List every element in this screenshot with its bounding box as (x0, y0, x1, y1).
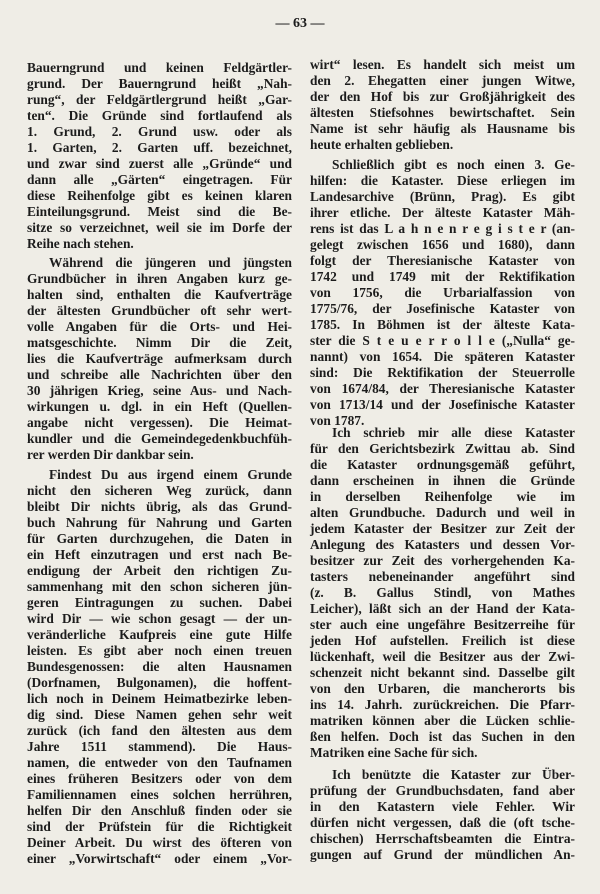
text-line: und zwar sind zuerst alle „Gründe“ und (27, 156, 292, 171)
text-line: Reihe nach stehen. (27, 236, 134, 251)
text-line: eines früheren Besitzers oder von dem (27, 771, 292, 786)
text-line: dann alle „Gärten“ eingetragen. Für (27, 172, 292, 187)
text-line: einer „Vorwirtschaft“ oder einem „Vor- (27, 851, 292, 866)
text-line: Leicher), läßt sich an der Hand der Kata- (310, 601, 575, 616)
text-line: 1. Garten, 2. Garten uff. bezeichnet, (27, 140, 292, 155)
text-line: Ich benützte die Kataster zur Über- (332, 767, 575, 782)
text-line: leisten. Es gibt aber noch einen treuen (27, 643, 292, 658)
text-line: lies die Kaufverträge aufmerksam durch (27, 351, 292, 366)
text-line: grund. Der Bauerngrund heißt „Nah- (27, 76, 292, 91)
text-line: Anlegung des Katasters und dessen Vor- (310, 537, 575, 552)
text-line: ältesten Stiefsohnes bewirtschaftet. Sein (310, 105, 575, 120)
text-line: für Garten durchzugehen, die Daten in (27, 531, 292, 546)
text-line: Name ist sehr häufig als Hausname bis (310, 121, 575, 136)
text-line: 1785. In Böhmen ist der älteste Kata- (310, 317, 575, 332)
text-line: chischen) Herrschaftsbeamten die Eintra- (310, 831, 575, 846)
text-line: wirkungen u. dgl. in ein Heft (Quellen- (27, 399, 292, 414)
text-line: Ich schrieb mir alle diese Kataster (332, 425, 575, 440)
text-line: Deiner Arbeit. Du wirst des öfteren von (27, 835, 292, 850)
text-line: Einteilungsgrund. Meist sind die Be- (27, 204, 292, 219)
text-line: prüfung der Grundbuchsdaten, fand aber (310, 783, 575, 798)
text-line: lich noch in Deinem Heimatbezirke leben- (27, 691, 292, 706)
text-line: für den Gerichtsbezirk Zwittau ab. Sind (310, 441, 575, 456)
paragraph (310, 157, 575, 429)
text-line: ster die S t e u e r r o l l e („Nulla“ ge- (310, 333, 575, 348)
text-line: dig sind. Diese Namen gehen sehr weit (27, 707, 292, 722)
text-line: heute erhalten geblieben. (310, 137, 454, 152)
text-line: Bauerngrund und keinen Feldgärtler- (27, 60, 292, 75)
text-line: Landesarchive (Brünn, Prag). Es gibt (310, 189, 575, 204)
text-line: zurück (ich fand den ältesten aus dem (27, 723, 292, 738)
text-line: gelegt zwischen 1656 und 1680), dann (310, 237, 575, 252)
text-line: matriken können aber die Lücken schlie- (310, 713, 575, 728)
text-line: (Dorfnamen, Bulgonamen), die hoffent- (27, 675, 292, 690)
text-line: angabe nicht vergessen). Die Heimat- (27, 415, 292, 430)
text-line: wirt“ lesen. Es handelt sich meist um (310, 57, 575, 72)
text-line: Findest Du aus irgend einem Grunde (49, 467, 292, 482)
text-line: buch Nahrung für Nahrung und Garten (27, 515, 292, 530)
text-line: der ältesten Grundbücher oft sehr wert- (27, 303, 292, 318)
text-line: veränderliche Kaufpreis eine gute Hilfe (27, 627, 292, 642)
text-line: (z. B. Gallus Stindl, von Mathes (310, 585, 575, 600)
text-line: 30 jährigen Krieg, seine Aus- und Nach- (27, 383, 292, 398)
text-line: Schließlich gibt es noch einen 3. Ge- (332, 157, 575, 172)
text-line: Bundesgenossen: die alten Hausnamen (27, 659, 292, 674)
text-line: endigung der Arbeit den richtigen Zu- (27, 563, 292, 578)
text-line: folgt der Theresianische Kataster von (310, 253, 575, 268)
text-line: sind: Die Rektifikation der Steuerrolle (310, 365, 575, 380)
text-line: schenzeit nicht bekannt sind. Dasselbe gilt (310, 665, 575, 680)
text-line: 1775/76, der Josefinische Kataster von (310, 301, 575, 316)
text-line: sammenhang mit den schon sicheren jün- (27, 579, 292, 594)
text-line: ins 14. Jahrh. zurückreichen. Die Pfarr- (310, 697, 575, 712)
text-line: Grundbücher in ihren Angaben kurz ge- (27, 271, 292, 286)
text-line: nicht den sicheren Weg zurück, dann (27, 483, 292, 498)
text-line: wird Dir — wie schon gesagt — der un- (27, 611, 292, 626)
paragraph (310, 767, 575, 863)
page-number: — 63 — (275, 16, 325, 31)
text-line: ten“. Die Gründe sind fortlaufend als (27, 108, 292, 123)
text-line: in derselben Reihenfolge wie im (310, 489, 575, 504)
text-line: von den Urbaren, die mancherorts bis (310, 681, 575, 696)
text-line: kundler und die Gemeindegedenkbuchfüh- (27, 431, 292, 446)
text-line: rung“, der Feldgärtlergrund heißt „Gar- (27, 92, 292, 107)
text-line: namen, die entweder von den Taufnamen (27, 755, 292, 770)
text-line: von 1674/84, der Theresianische Kataster (310, 381, 575, 396)
text-line: hilfen: die Kataster. Diese erliegen im (310, 173, 575, 188)
text-line: geren Eintragungen zu suchen. Dabei (27, 595, 292, 610)
paragraph (27, 467, 292, 867)
text-line: rens ist das L a h n e n r e g i s t e r (an- (310, 221, 575, 236)
text-line: den 2. Ehegatten einer jungen Witwe, (310, 73, 575, 88)
text-line: der den Hof bis zur Großjährigkeit des (310, 89, 575, 104)
text-line: gungen auf Grund der mündlichen An- (310, 847, 575, 862)
text-line: nannt) von 1654. Die späteren Kataster (310, 349, 575, 364)
paragraph (27, 255, 292, 463)
text-line: Während die jüngeren und jüngsten (49, 255, 292, 270)
text-line: jeden Hof aufstellen. Freilich ist diese (310, 633, 575, 648)
text-line: die Kataster ordnungsgemäß geführt, (310, 457, 575, 472)
text-line: ihrer etliche. Der älteste Kataster Mäh- (310, 205, 575, 220)
text-line: diese Reihenfolge gibt es keinen klaren (27, 188, 292, 203)
text-line: halten sind, enthalten die Kaufverträge (27, 287, 292, 302)
text-line: lückenhaft, weil die Besitzer aus der Zwi- (310, 649, 575, 664)
paragraph (27, 60, 292, 252)
text-line: von 1787. (310, 413, 365, 428)
text-line: 1742 und 1749 mit der Rektifikation (310, 269, 575, 284)
text-line: alten Grundbuche. Dadurch und weil in (310, 505, 575, 520)
text-line: sind der Prüfstein für die Richtigkeit (27, 819, 292, 834)
text-line: Familiennamen eines solchen herrühren, (27, 787, 292, 802)
text-line: bleibt Dir nichts übrig, als das Grund- (27, 499, 292, 514)
text-line: 1. Grund, 2. Grund usw. oder als (27, 124, 292, 139)
text-line: matsgeschichte. Nimm Dir die Zeit, (27, 335, 292, 350)
text-line: ßen helfen. Doch ist das Suchen in den (310, 729, 575, 744)
text-line: dann erscheinen in ihnen die Gründe (310, 473, 575, 488)
text-line: dürfen nicht vergessen, daß die (oft tsche- (310, 815, 575, 830)
paragraph (310, 425, 575, 761)
text-line: und schreibe alle Nachrichten über den (27, 367, 292, 382)
text-line: Jahre 1511 stammend). Die Haus- (27, 739, 292, 754)
text-line: rer werden Dir dankbar sein. (27, 447, 194, 462)
text-line: ster auch eine ungefähre Besitzerreihe für (310, 617, 575, 632)
text-line: sitze so verzeichnet, weil sie im Dorfe der (27, 220, 292, 235)
paragraph (310, 57, 575, 153)
text-line: helfen Dir den Anschluß finden oder sie (27, 803, 292, 818)
text-line: Matriken eine Sache für sich. (310, 745, 478, 760)
text-line: von 1756, die Urbarialfassion von (310, 285, 575, 300)
text-line: ein Heft einzutragen und erst nach Be- (27, 547, 292, 562)
text-line: in den Katastern viele Fehler. Wir (310, 799, 575, 814)
text-line: jedem Kataster der Besitzer zur Zeit der (310, 521, 575, 536)
text-line: von 1713/14 und der Josefinische Kataster (310, 397, 575, 412)
text-line: volle Angaben für die Orts- und Hei- (27, 319, 292, 334)
text-line: tasters nebeneinander angeführt sind (310, 569, 575, 584)
text-line: besitzer zur Zeit des vorhergehenden Ka- (310, 553, 575, 568)
